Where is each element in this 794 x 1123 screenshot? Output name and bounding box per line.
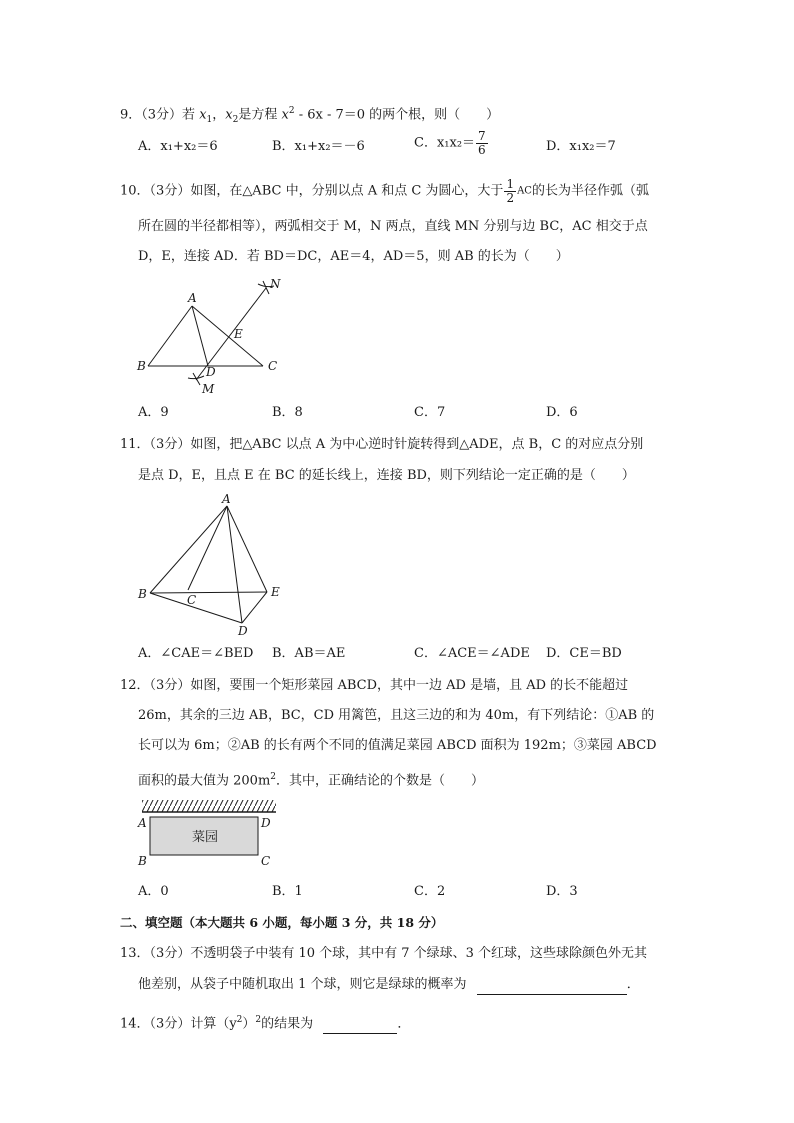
q10-option-c: C．7 [414, 405, 446, 420]
label-e: E [271, 585, 280, 599]
q11-figure [130, 490, 290, 640]
label-b: B [137, 359, 146, 373]
label-d: D [238, 624, 248, 638]
q12-line-1: 12．（3分）如图，要围一个矩形菜园 ABCD，其中一边 AD 是墙，且 AD 的长不能超过 [120, 678, 629, 693]
label-c: C [261, 854, 271, 868]
q11-line-2: 是点 D，E，且点 E 在 BC 的延长线上，连接 BD，则下列结论一定正确的是（ ） [138, 468, 635, 483]
label-d: D [261, 816, 271, 830]
q14-line: 14．（3分）计算$(y^2)^2$的结果为 ． [120, 1010, 410, 1034]
label-e: E [234, 327, 243, 341]
q14-answer-blank[interactable] [323, 1019, 397, 1034]
q10-option-b: B．8 [272, 405, 303, 420]
q10-line-1: 10．（3分）如图，在△ABC 中，分别以点 A 和点 C 为圆心，大于 $\frac{1}{2}$ AC的长为半径作弧（弧 [120, 177, 649, 205]
segment-ac [192, 306, 263, 366]
q11-option-d: D．CE＝BD [546, 646, 622, 661]
q10-option-a: A．9 [138, 405, 169, 420]
q12-line-2: 26m，其余的三边 AB，BC，CD 用篱笆，且这三边的和为 40m，有下列结论：①AB 的 [138, 708, 655, 723]
q12-figure [130, 796, 290, 876]
segment-ac [188, 506, 227, 590]
q10-option-d: D．6 [546, 405, 578, 420]
q9-option-d: D．x₁x₂＝7 [546, 139, 616, 154]
garden-label: 菜园 [192, 830, 219, 845]
q12-line-4: 面积的最大值为 $200m^2$．其中，正确结论的个数是（ ） [138, 772, 485, 789]
q10-line-2: 所在圆的半径都相等），两弧相交于 M，N 两点，直线 MN 分别与边 BC，AC 相交于点 [138, 219, 648, 234]
wall-hatching [142, 800, 276, 812]
label-b: B [138, 854, 147, 868]
q9-stem: 9．（3分）若 $x_1$，$x_2$是方程 $x^2 - 6x - 7=0$ 的两个根，则（ ） [120, 106, 500, 125]
segment-ad [192, 306, 208, 366]
q11-line-1: 11．（3分）如图，把△ABC 以点 A 为中心逆时针旋转得到△ADE，点 B，C 的对应点分别 [120, 437, 644, 452]
q11-option-b: B．AB＝AE [272, 646, 346, 661]
q12-line-3: 长可以为 6m；②AB 的长有两个不同的值满足菜园 ABCD 面积为 192m；③菜园 ABCD [138, 738, 657, 753]
segment-ad [227, 506, 242, 623]
segment-ab [150, 506, 227, 593]
q12-option-b: B．1 [272, 884, 303, 899]
q12-option-d: D．3 [546, 884, 578, 899]
q12-option-c: C．2 [414, 884, 446, 899]
label-m: M [202, 382, 215, 396]
label-c: C [187, 593, 197, 607]
q13-line-1: 13．（3分）不透明袋子中装有 10 个球，其中有 7 个绿球、3 个红球，这些球除颜色外无其 [120, 946, 648, 961]
section-title: 二、填空题（本大题共 6 小题，每小题 3 分，共 18 分） [120, 915, 444, 930]
q10-figure [130, 272, 290, 397]
label-a: A [222, 492, 231, 506]
label-b: B [138, 587, 147, 601]
label-a: A [138, 816, 147, 830]
q11-option-c: C．∠ACE＝∠ADE [414, 646, 530, 661]
q9-option-c: C．x₁x₂＝ $\frac{7}{6}$ [414, 129, 486, 157]
q11-option-a: A．∠CAE＝∠BED [138, 646, 254, 661]
segment-ab [148, 306, 192, 366]
label-a: A [188, 291, 197, 305]
q9-option-a: A．x₁+x₂＝6 [138, 139, 218, 154]
segment-be [150, 592, 267, 593]
label-n: N [270, 277, 281, 291]
q13-answer-blank[interactable] [477, 980, 627, 995]
q13-line-2: 他差别，从袋子中随机取出 1 个球，则它是绿球的概率为 ． [138, 975, 640, 995]
q9-option-b: B．x₁+x₂＝－6 [272, 139, 365, 154]
label-c: C [268, 359, 278, 373]
arc-n-cross [263, 281, 269, 294]
q12-option-a: A．0 [138, 884, 169, 899]
label-d: D [206, 365, 216, 379]
segment-de [242, 592, 267, 623]
q10-line-3: D，E，连接 AD．若 BD＝DC，AE＝4，AD＝5，则 AB 的长为（ ） [138, 249, 569, 264]
